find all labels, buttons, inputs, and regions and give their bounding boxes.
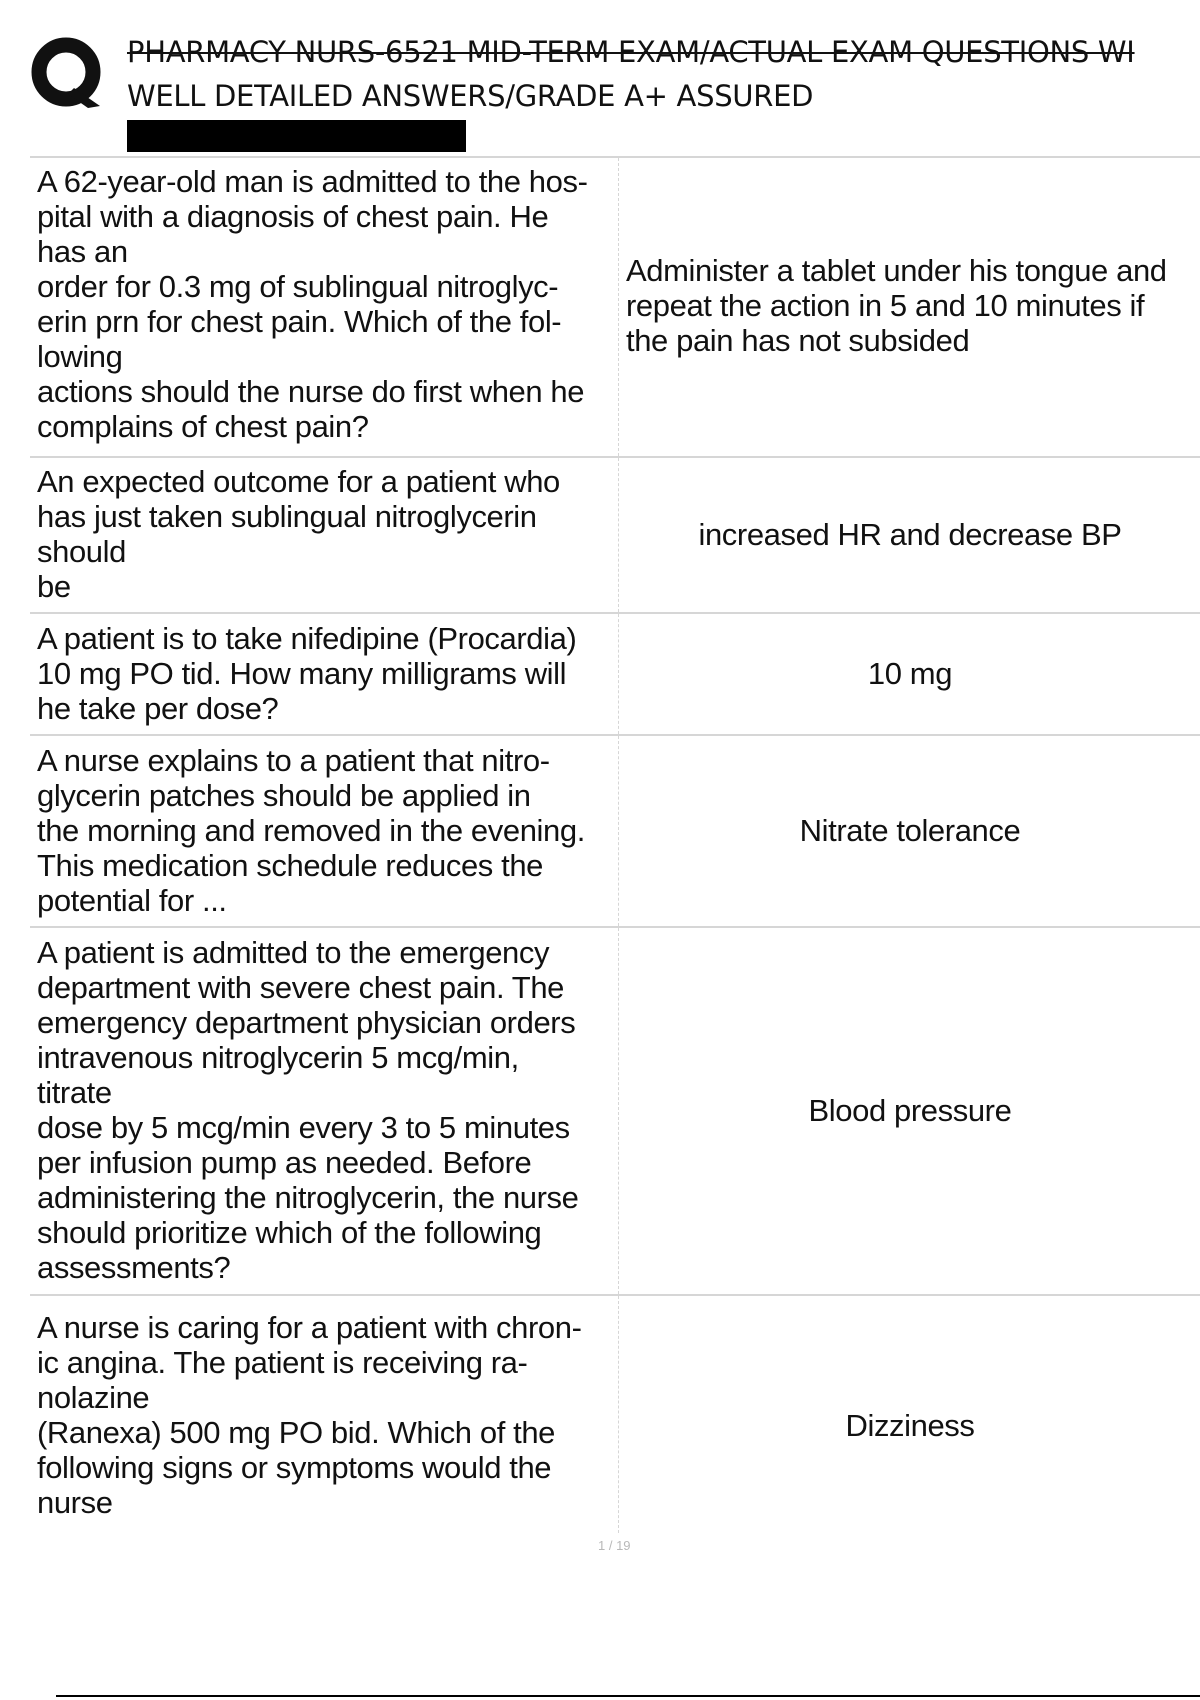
page-number: 1 / 19 (598, 1538, 631, 1553)
question-line: potential for ... (37, 882, 227, 918)
question-line: has an (37, 234, 128, 269)
question-line: be (37, 569, 71, 604)
q-logo-icon (30, 36, 106, 112)
redaction-bar (127, 120, 466, 152)
question-line: nurse (37, 1485, 113, 1520)
document-title (127, 30, 1200, 118)
question-line: assessments? (37, 1250, 231, 1285)
question-line: per infusion pump as needed. Before (37, 1145, 532, 1180)
question-line: the morning and removed in the evening. (37, 812, 585, 848)
question-line: following signs or symptoms would the (37, 1450, 552, 1485)
flashcard-row (30, 157, 1200, 457)
question-line: (Ranexa) 500 mg PO bid. Which of the (37, 1415, 556, 1450)
question-line: department with severe chest pain. The (37, 970, 565, 1005)
question-line: A 62-year-old man is admitted to the hos- (37, 164, 588, 199)
question-line: A nurse is caring for a patient with chron- (37, 1310, 582, 1345)
question-line: 10 mg PO tid. How many milligrams will (37, 655, 567, 691)
question-line: titrate (37, 1075, 112, 1110)
question-line: glycerin patches should be applied in (37, 777, 531, 813)
question-cell (30, 927, 619, 1295)
question-line: This medication schedule reduces the (37, 847, 544, 883)
question-line: emergency department physician orders (37, 1005, 576, 1040)
question-cell (30, 613, 619, 735)
flashcard-row (30, 1295, 1200, 1533)
question-cell (30, 735, 619, 927)
question-line: ic angina. The patient is receiving ra- (37, 1345, 528, 1380)
answer-cell: Blood pressure (619, 927, 1200, 1295)
question-line: erin prn for chest pain. Which of the fol- (37, 304, 562, 339)
answer-cell: 10 mg (619, 613, 1200, 735)
flashcard-row (30, 613, 1200, 735)
question-cell (30, 457, 619, 613)
question-line: has just taken sublingual nitroglycerin (37, 499, 537, 534)
title-line-2: WELL DETAILED ANSWERS/GRADE A+ ASSURED (127, 79, 814, 113)
bottom-divider (56, 1695, 1200, 1697)
answer-cell: increased HR and decrease BP (619, 457, 1200, 613)
question-line: complains of chest pain? (37, 409, 369, 444)
question-cell (30, 1295, 619, 1533)
title-line-1: PHARMACY NURS-6521 MID-TERM EXAM/ACTUAL EXAM QUESTIONS WI (127, 35, 1135, 69)
question-line: he take per dose? (37, 690, 279, 726)
question-line: A patient is admitted to the emergency (37, 935, 550, 970)
question-line: An expected outcome for a patient who (37, 464, 560, 499)
flashcard-row (30, 735, 1200, 927)
answer-cell: Dizziness (619, 1295, 1200, 1533)
question-cell (30, 157, 619, 457)
question-line: dose by 5 mcg/min every 3 to 5 minutes (37, 1110, 570, 1145)
flashcard-row (30, 457, 1200, 613)
question-line: nolazine (37, 1380, 150, 1415)
question-line: lowing (37, 339, 123, 374)
answer-cell: Administer a tablet under his tongue and repeat the action in 5 and 10 minutes if the pain has not subsided (619, 157, 1200, 457)
flashcard-table (30, 156, 1200, 1533)
question-line: actions should the nurse do first when he (37, 374, 585, 409)
question-line: administering the nitroglycerin, the nurse (37, 1180, 579, 1215)
answer-cell: Nitrate tolerance (619, 735, 1200, 927)
question-line: A nurse explains to a patient that nitro- (37, 742, 550, 778)
question-line: pital with a diagnosis of chest pain. He (37, 199, 549, 234)
question-line: order for 0.3 mg of sublingual nitroglyc- (37, 269, 559, 304)
question-line: should prioritize which of the following (37, 1215, 542, 1250)
question-line: A patient is to take nifedipine (Procardia) (37, 620, 577, 656)
question-line: should (37, 534, 126, 569)
question-line: intravenous nitroglycerin 5 mcg/min, (37, 1040, 519, 1075)
flashcard-row (30, 927, 1200, 1295)
